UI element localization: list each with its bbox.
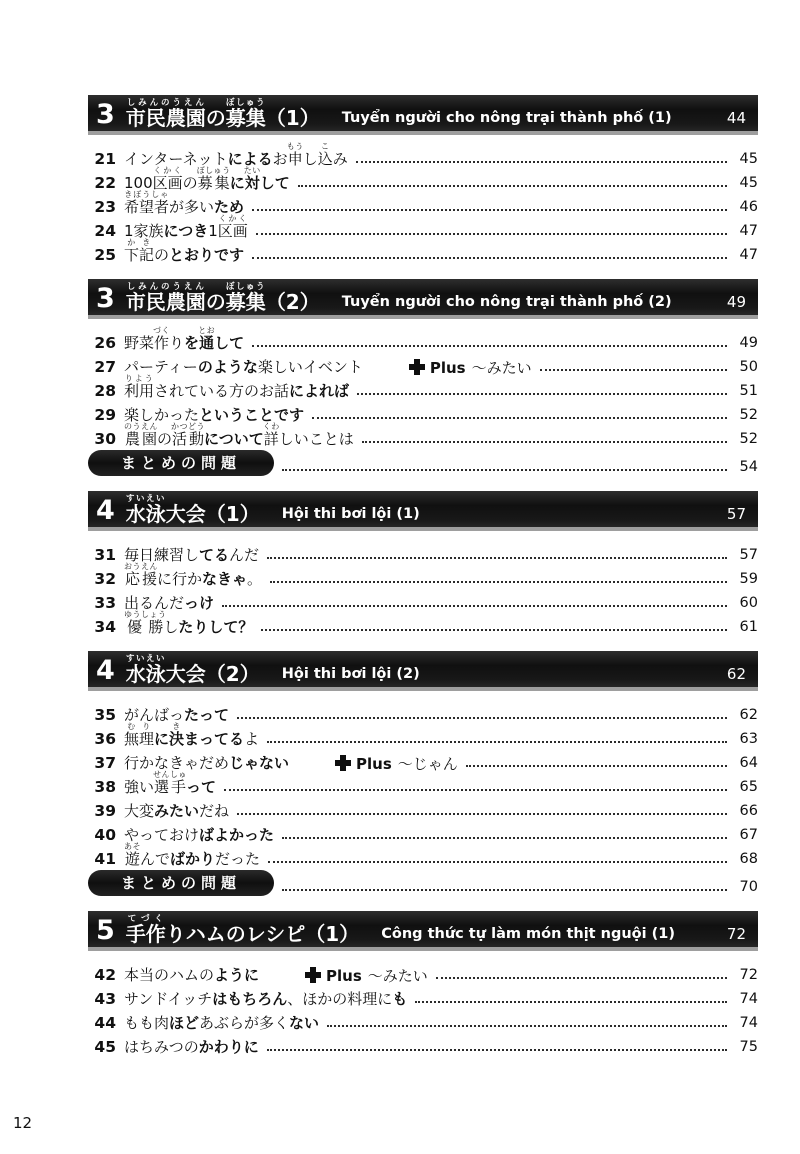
text-segment: されている方のお話	[154, 382, 290, 401]
section-subtitle: Tuyển người cho nông trại thành phố (1)	[341, 110, 672, 126]
plus-grammar-text: ～みたい	[471, 358, 532, 377]
item-title	[124, 422, 354, 448]
text-segment: して	[259, 174, 290, 193]
ruby-text: 応援おうえん	[124, 562, 158, 589]
item-number: 29	[94, 405, 116, 424]
dotted-leader	[356, 161, 727, 163]
item-title	[124, 1015, 319, 1032]
toc-item	[88, 612, 758, 636]
text-segment: やっておけ	[124, 826, 200, 845]
item-title	[124, 142, 348, 168]
dotted-leader	[267, 741, 727, 743]
text-segment: の	[205, 105, 226, 130]
ruby-text: 区画くかく	[217, 214, 248, 241]
toc-item	[88, 376, 758, 400]
ruby-text: 利用りよう	[124, 374, 155, 401]
text-segment: 大会（1）	[165, 501, 260, 526]
item-number: 45	[94, 1037, 116, 1056]
section-page: 57	[726, 505, 746, 523]
text-segment: んだ	[229, 546, 260, 565]
dotted-leader	[224, 789, 727, 791]
item-title	[124, 991, 407, 1008]
text-segment: による	[227, 150, 273, 169]
item-number: 21	[94, 149, 116, 168]
item-number: 23	[94, 197, 116, 216]
text-segment: かわりに	[198, 1038, 259, 1057]
text-segment: み	[332, 150, 348, 169]
section-title	[126, 494, 260, 524]
toc-item	[88, 588, 758, 612]
text-segment: よ	[244, 730, 260, 749]
text-segment: ということです	[199, 406, 305, 425]
section-number: 5	[96, 915, 115, 946]
text-segment: の	[182, 174, 198, 193]
item-title	[124, 722, 259, 748]
item-page: 64	[739, 755, 758, 772]
plus-icon	[409, 359, 425, 375]
ruby-text: 農園のうえん	[124, 422, 158, 449]
item-title	[124, 190, 244, 216]
dotted-leader	[267, 557, 727, 559]
section-header	[88, 911, 758, 951]
text-segment: お	[272, 150, 288, 169]
plus-grammar-text: ～じゃん	[397, 754, 458, 773]
ruby-text: 募集ぼしゅう	[225, 281, 266, 314]
text-segment: まってる	[184, 730, 245, 749]
dotted-leader	[237, 717, 727, 719]
text-segment: 1	[208, 222, 218, 241]
ruby-text: 詳くわ	[262, 422, 280, 449]
text-segment: 、ほかの料理に	[287, 990, 393, 1009]
text-segment: の	[205, 289, 226, 314]
dotted-leader	[282, 837, 727, 839]
item-page: 50	[739, 359, 758, 376]
dotted-leader	[357, 393, 727, 395]
dotted-leader	[252, 257, 727, 259]
item-number: 42	[94, 965, 116, 984]
text-segment: 強い	[124, 778, 155, 797]
dotted-leader	[540, 369, 727, 371]
item-page: 74	[739, 991, 758, 1008]
toc-item	[88, 796, 758, 820]
section-page: 49	[726, 293, 746, 311]
text-segment: （1）	[265, 105, 320, 130]
plus-icon	[305, 967, 321, 983]
toc-item	[88, 564, 758, 588]
dotted-leader	[312, 417, 727, 419]
item-number: 27	[94, 357, 116, 376]
section-title	[126, 914, 359, 944]
text-segment: 毎日練習し	[124, 546, 200, 565]
toc-rows	[88, 540, 758, 636]
toc-item	[88, 540, 758, 564]
text-segment: なきゃ	[202, 570, 248, 589]
text-segment: が多い	[169, 198, 215, 217]
text-segment: も	[392, 990, 408, 1009]
text-segment: サンドイッチ	[124, 990, 213, 1009]
text-segment: だった	[215, 850, 261, 869]
text-segment: あぶらが多く	[199, 1014, 290, 1033]
section-number: 3	[96, 283, 115, 314]
text-segment: について	[204, 430, 264, 449]
toc-item	[88, 400, 758, 424]
ruby-text: 優勝ゆうしょう	[124, 610, 167, 637]
text-segment: 行かなきゃだめ	[124, 754, 230, 773]
ruby-text: 希望者きぼうしゃ	[124, 190, 170, 217]
toc-item	[88, 748, 758, 772]
ruby-text: 対たい	[243, 166, 261, 193]
text-segment: だね	[199, 802, 230, 821]
item-number: 26	[94, 333, 116, 352]
text-segment: ため	[214, 198, 245, 217]
text-segment: 楽しいイベント	[257, 358, 363, 377]
ruby-text: 手作てづく	[125, 913, 166, 946]
item-page: 52	[739, 407, 758, 424]
toc-section	[88, 95, 758, 264]
table-of-contents	[88, 95, 758, 1056]
plus-label: Plus	[429, 358, 466, 377]
ruby-text: 市民農園しみんのうえん	[125, 281, 206, 314]
summary-banner: まとめの問題	[88, 450, 274, 476]
ruby-text: 市民農園しみんのうえん	[125, 97, 206, 130]
toc-item	[88, 216, 758, 240]
item-number: 25	[94, 245, 116, 264]
text-segment: に	[229, 174, 245, 193]
text-segment: たって	[184, 706, 230, 725]
item-number: 30	[94, 429, 116, 448]
text-segment: 本当のハムの	[124, 966, 215, 985]
text-segment: てる	[199, 546, 230, 565]
item-title	[124, 803, 229, 820]
text-segment: しいことは	[278, 430, 354, 449]
summary-banner: まとめの問題	[88, 870, 274, 896]
summary-row	[88, 870, 758, 896]
section-page: 72	[726, 925, 746, 943]
text-segment: って	[186, 778, 217, 797]
dotted-leader	[436, 977, 727, 979]
text-segment: ない	[289, 1014, 320, 1033]
ruby-text: 選手せんしゅ	[153, 770, 188, 797]
item-number: 41	[94, 849, 116, 868]
item-title	[124, 967, 259, 984]
toc-item	[88, 1032, 758, 1056]
dotted-leader	[282, 469, 727, 471]
dotted-leader	[466, 765, 727, 767]
text-segment: につき	[163, 222, 209, 241]
text-segment: はちみつの	[124, 1038, 199, 1057]
item-title	[124, 214, 248, 240]
toc-item	[88, 960, 758, 984]
toc-item	[88, 724, 758, 748]
dotted-leader	[282, 889, 727, 891]
text-segment: して	[214, 334, 245, 353]
text-segment: 100	[124, 174, 153, 193]
text-segment: 大会（2）	[165, 661, 260, 686]
item-number: 31	[94, 545, 116, 564]
plus-icon	[335, 755, 351, 771]
text-segment: し	[163, 618, 179, 637]
item-title	[124, 842, 260, 868]
plus-label: Plus	[356, 754, 392, 773]
text-segment: がんばっ	[124, 706, 185, 725]
ruby-text: 水泳すいえい	[125, 493, 166, 526]
item-number: 37	[94, 753, 116, 772]
text-segment: たりして？	[178, 618, 254, 637]
item-page: 57	[739, 547, 758, 564]
ruby-text: 募集ぼしゅう	[225, 97, 266, 130]
toc-item	[88, 144, 758, 168]
toc-rows	[88, 144, 758, 264]
item-page: 61	[739, 619, 758, 636]
item-page: 68	[739, 851, 758, 868]
toc-item	[88, 844, 758, 868]
dotted-leader	[415, 1001, 727, 1003]
item-title	[124, 562, 262, 588]
toc-item	[88, 820, 758, 844]
item-number: 38	[94, 777, 116, 796]
item-number: 22	[94, 173, 116, 192]
toc-rows	[88, 700, 758, 896]
text-segment: じゃない	[229, 754, 290, 773]
text-segment: ほど	[169, 1014, 200, 1033]
text-segment: の	[157, 430, 173, 449]
dotted-leader	[267, 1049, 727, 1051]
summary-page: 54	[739, 459, 758, 476]
plus-label: Plus	[326, 966, 362, 985]
toc-item	[88, 700, 758, 724]
ruby-text: 通とお	[198, 326, 216, 353]
dotted-leader	[268, 861, 727, 863]
section-number: 4	[96, 655, 115, 686]
toc-item	[88, 168, 758, 192]
ruby-text: 作づく	[153, 326, 171, 353]
toc-rows	[88, 960, 758, 1056]
toc-section	[88, 491, 758, 636]
toc-section	[88, 651, 758, 896]
section-page: 62	[726, 665, 746, 683]
item-title	[124, 238, 244, 264]
dotted-leader	[222, 605, 727, 607]
ruby-text: 活動かつどう	[171, 422, 206, 449]
ruby-text: 申もう	[286, 142, 304, 169]
item-page: 75	[739, 1039, 758, 1056]
item-page: 45	[739, 175, 758, 192]
text-segment: 1家族	[124, 222, 164, 241]
item-number: 24	[94, 221, 116, 240]
ruby-text: 決き	[169, 722, 185, 749]
item-page: 45	[739, 151, 758, 168]
dotted-leader	[298, 185, 727, 187]
dotted-leader	[252, 345, 727, 347]
dotted-leader	[252, 209, 727, 211]
text-segment: を	[184, 334, 200, 353]
text-segment: ばかり	[170, 850, 216, 869]
item-page: 65	[739, 779, 758, 796]
dotted-leader	[362, 441, 727, 443]
page-number: 12	[13, 1114, 33, 1132]
item-page: 47	[739, 247, 758, 264]
item-title	[124, 1039, 259, 1056]
text-segment: みたい	[154, 802, 200, 821]
ruby-text: 込こ	[317, 142, 333, 169]
text-segment: 。	[247, 570, 263, 589]
ruby-text: 下記かき	[124, 238, 155, 265]
section-header	[88, 95, 758, 135]
text-segment: に	[154, 730, 170, 749]
text-segment: の	[154, 246, 170, 265]
text-segment: んで	[140, 850, 171, 869]
dotted-leader	[237, 813, 727, 815]
item-number: 39	[94, 801, 116, 820]
item-number: 44	[94, 1013, 116, 1032]
section-subtitle: Hội thi bơi lội (1)	[281, 506, 420, 522]
section-number: 3	[96, 99, 115, 130]
plus-grammar-text: ～みたい	[367, 966, 428, 985]
plus-note	[409, 359, 532, 376]
section-header	[88, 279, 758, 319]
item-title	[124, 374, 349, 400]
toc-rows	[88, 328, 758, 476]
section-number: 4	[96, 495, 115, 526]
section-title	[126, 98, 320, 128]
dotted-leader	[327, 1025, 727, 1027]
dotted-leader	[270, 581, 727, 583]
text-segment: 楽しかった	[124, 406, 200, 425]
item-number: 35	[94, 705, 116, 724]
section-title	[126, 654, 260, 684]
item-number: 33	[94, 593, 116, 612]
toc-item	[88, 240, 758, 264]
item-page: 49	[739, 335, 758, 352]
toc-item	[88, 352, 758, 376]
text-segment: もも肉	[124, 1014, 170, 1033]
summary-page: 70	[739, 879, 758, 896]
toc-sections	[88, 95, 758, 1056]
item-page: 72	[739, 967, 758, 984]
item-page: 59	[739, 571, 758, 588]
section-subtitle: Tuyển người cho nông trại thành phố (2)	[341, 294, 672, 310]
toc-item	[88, 328, 758, 352]
toc-item	[88, 192, 758, 216]
toc-item	[88, 424, 758, 448]
item-title	[124, 166, 290, 192]
text-segment: パーティー	[124, 358, 198, 377]
plus-note	[335, 755, 458, 772]
section-header	[88, 491, 758, 531]
toc-item	[88, 984, 758, 1008]
summary-row	[88, 450, 758, 476]
item-title	[124, 610, 253, 636]
toc-section	[88, 911, 758, 1056]
text-segment: っけ	[184, 594, 215, 613]
text-segment: 出るんだ	[124, 594, 185, 613]
ruby-text: 水泳すいえい	[125, 653, 166, 686]
section-subtitle: Công thức tự làm món thịt nguội (1)	[381, 926, 675, 942]
text-segment: 野菜	[124, 334, 155, 353]
item-title	[124, 326, 244, 352]
item-number: 34	[94, 617, 116, 636]
ruby-text: 区画くかく	[152, 166, 183, 193]
ruby-text: 募集ぼしゅう	[196, 166, 231, 193]
toc-item	[88, 772, 758, 796]
text-segment: （2）	[265, 289, 320, 314]
text-segment: 大変	[124, 802, 155, 821]
item-page: 47	[739, 223, 758, 240]
item-page: 66	[739, 803, 758, 820]
section-subtitle: Hội thi bơi lội (2)	[281, 666, 420, 682]
text-segment: によれば	[289, 382, 350, 401]
item-page: 63	[739, 731, 758, 748]
item-number: 43	[94, 989, 116, 1008]
item-title	[124, 770, 216, 796]
text-segment: し	[302, 150, 318, 169]
item-page: 46	[739, 199, 758, 216]
item-page: 60	[739, 595, 758, 612]
text-segment: とおりです	[169, 246, 245, 265]
dotted-leader	[256, 233, 727, 235]
section-header	[88, 651, 758, 691]
toc-item	[88, 1008, 758, 1032]
toc-section	[88, 279, 758, 476]
item-number: 36	[94, 729, 116, 748]
ruby-text: 遊あそ	[124, 842, 141, 869]
text-segment: ように	[214, 966, 260, 985]
text-segment: に行か	[157, 570, 203, 589]
item-page: 52	[739, 431, 758, 448]
text-segment: りハムのレシピ（1）	[165, 921, 360, 946]
dotted-leader	[261, 629, 727, 631]
item-page: 67	[739, 827, 758, 844]
item-number: 32	[94, 569, 116, 588]
item-number: 28	[94, 381, 116, 400]
ruby-text: 無理むり	[124, 722, 155, 749]
section-title	[126, 282, 320, 312]
text-segment: り	[169, 334, 185, 353]
text-segment: はもちろん	[212, 990, 288, 1009]
item-page: 62	[739, 707, 758, 724]
item-number: 40	[94, 825, 116, 844]
text-segment: のような	[197, 358, 258, 377]
item-page: 51	[739, 383, 758, 400]
text-segment: インターネット	[124, 150, 228, 169]
section-page: 44	[726, 109, 746, 127]
text-segment: ばよかった	[199, 826, 275, 845]
plus-note	[305, 967, 428, 984]
item-page: 74	[739, 1015, 758, 1032]
